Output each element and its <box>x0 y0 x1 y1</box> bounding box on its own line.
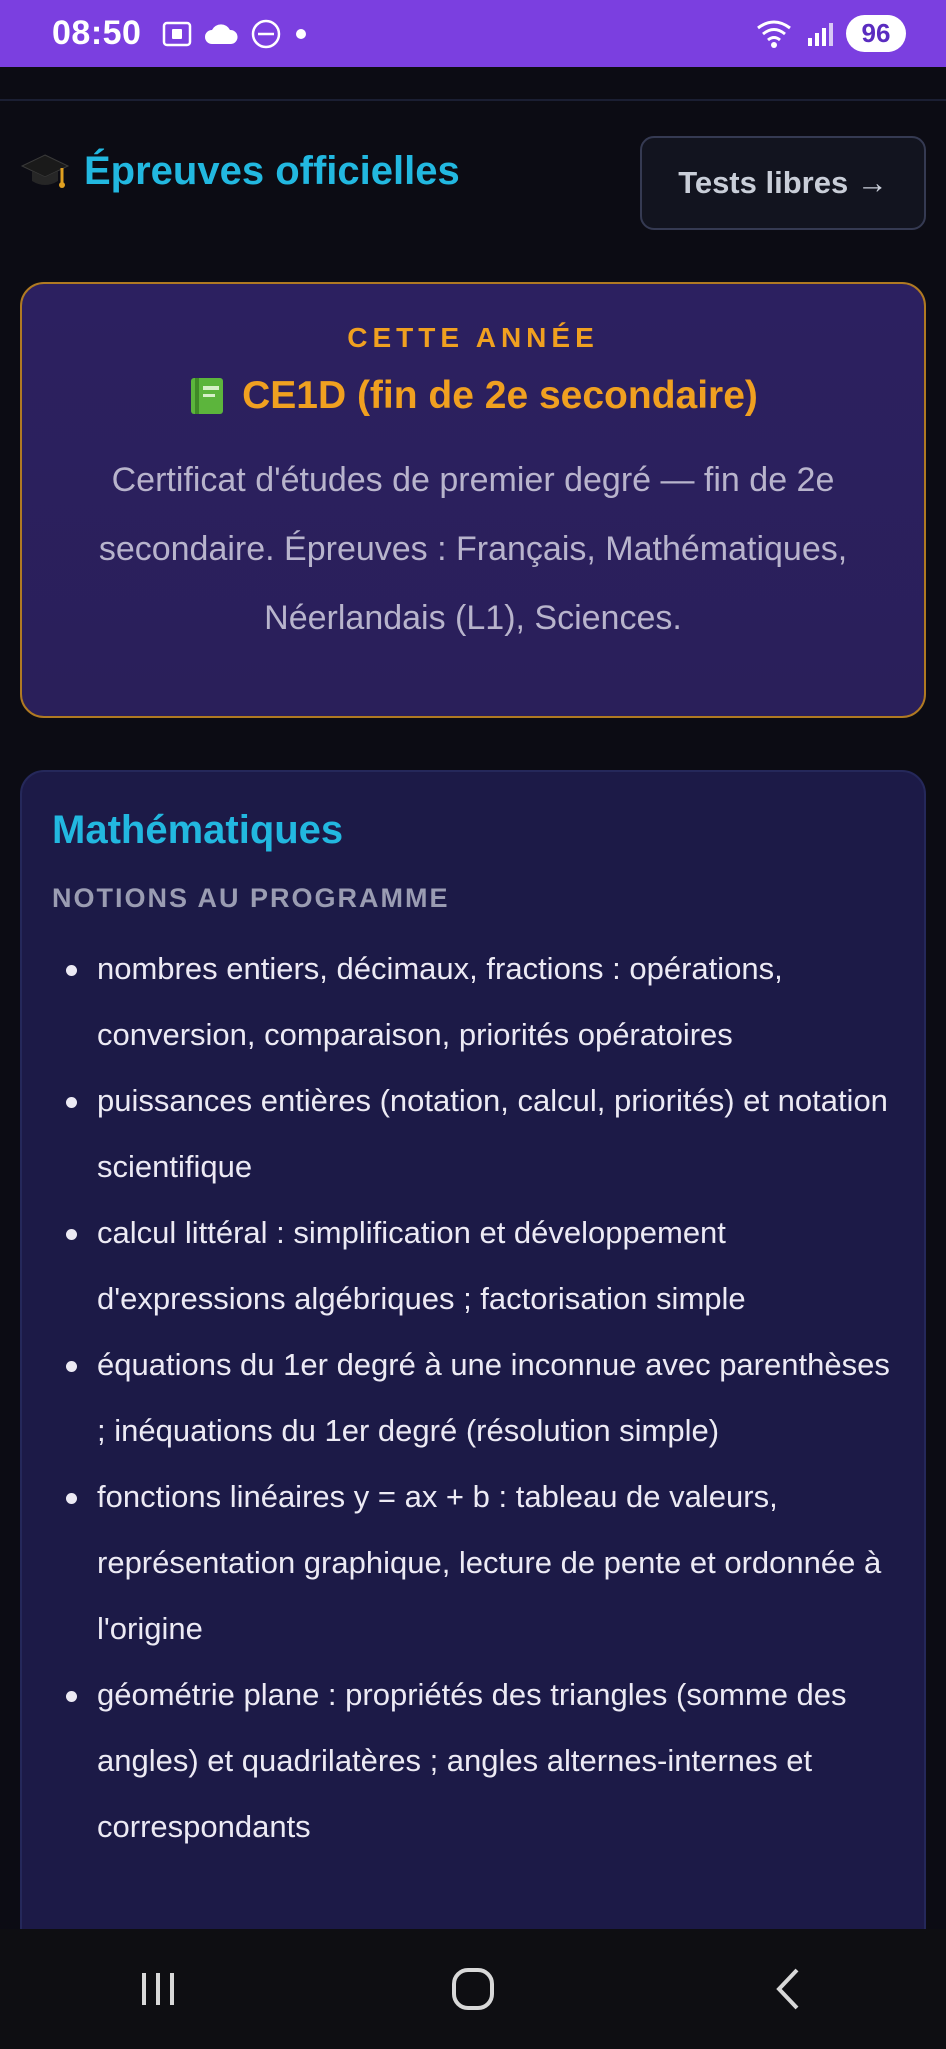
green-book-icon <box>188 376 226 416</box>
notions-label: NOTIONS AU PROGRAMME <box>52 883 450 913</box>
dot-icon <box>293 26 309 42</box>
sync-icon <box>249 17 283 51</box>
notion-item: nombres entiers, décimaux, fractions : opérations, conversion, comparaison, priorités opératoires <box>52 936 894 1068</box>
graduation-cap-icon <box>20 149 70 193</box>
home-icon <box>450 1966 496 2012</box>
year-title: CE1D (fin de 2e secondaire) <box>242 374 758 417</box>
status-right <box>754 15 906 52</box>
subject-card-mathematiques <box>20 770 926 2049</box>
wifi-icon <box>754 18 794 50</box>
notions-list <box>52 936 894 1860</box>
current-year-card <box>20 282 926 718</box>
battery-level: 96 <box>846 15 906 52</box>
year-title-row <box>22 374 924 418</box>
notion-item: puissances entières (notation, calcul, priorités) et notation scientifique <box>52 1068 894 1200</box>
year-kicker: CETTE ANNÉE <box>347 322 599 353</box>
back-button[interactable] <box>728 1949 848 2029</box>
page-header <box>20 136 926 232</box>
notion-item: calcul littéral : simplification et développement d'expressions algébriques ; factorisation simple <box>52 1200 894 1332</box>
recent-apps-icon <box>136 1969 180 2009</box>
page-title: Épreuves officielles <box>84 148 460 193</box>
recent-apps-button[interactable] <box>98 1949 218 2029</box>
screenshot-icon <box>161 20 193 48</box>
notion-item: fonctions linéaires y = ax + b : tableau de valeurs, représentation graphique, lecture de pente et ordonnée à l'origine <box>52 1464 894 1662</box>
top-divider <box>0 99 946 101</box>
notion-item: géométrie plane : propriétés des triangles (somme des angles) et quadrilatères ; angles alternes-internes et correspondants <box>52 1662 894 1860</box>
system-navigation-bar <box>0 1929 946 2049</box>
year-description: Certificat d'études de premier degré — fin de 2e secondaire. Épreuves : Français, Mathématiques, Néerlandais (L1), Sciences. <box>98 461 848 637</box>
tests-libres-button[interactable]: Tests libres → <box>640 136 926 230</box>
notion-item: équations du 1er degré à une inconnue avec parenthèses ; inéquations du 1er degré (résolution simple) <box>52 1332 894 1464</box>
subject-title: Mathématiques <box>52 808 344 852</box>
home-button[interactable] <box>413 1949 533 2029</box>
header-title-wrap <box>20 136 460 206</box>
status-bar <box>0 0 946 67</box>
status-left <box>52 14 309 53</box>
back-icon <box>771 1966 805 2012</box>
signal-icon <box>806 20 834 48</box>
cloud-icon <box>203 21 239 47</box>
status-time: 08:50 <box>52 14 142 52</box>
status-notification-icons <box>161 17 309 51</box>
